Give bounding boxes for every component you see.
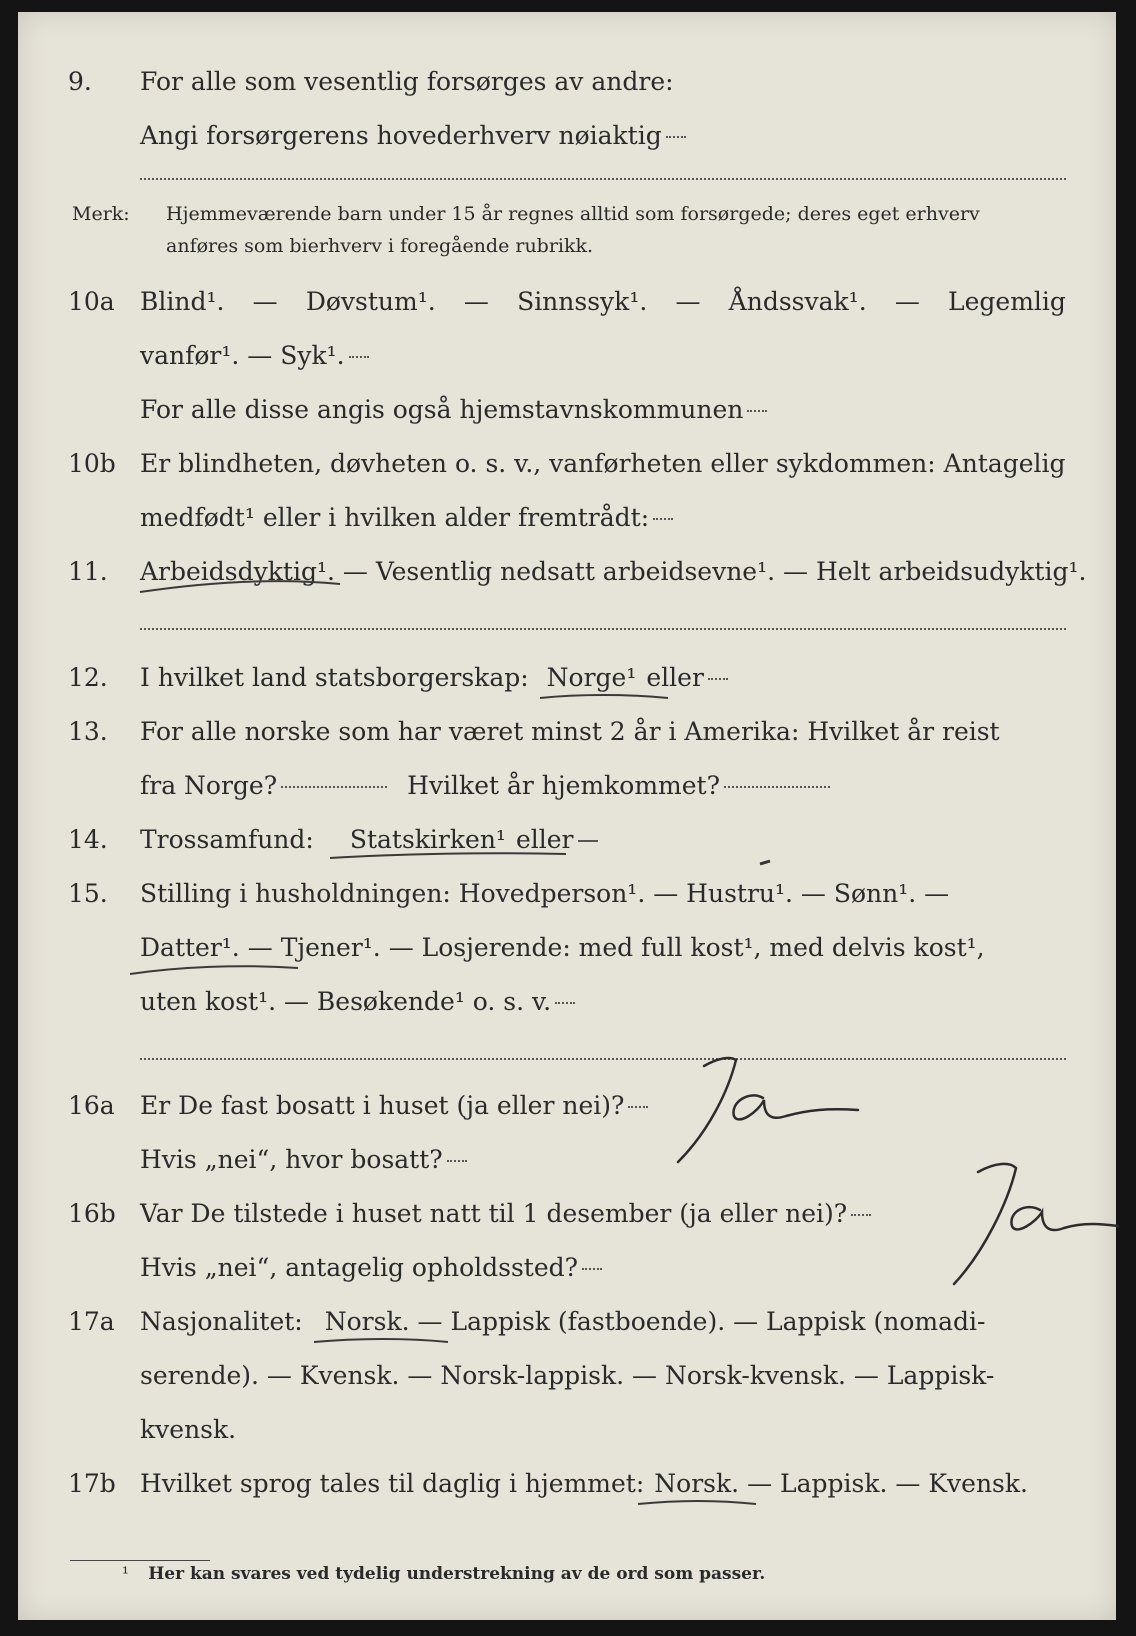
- q17b-opt-norsk[interactable]: Norsk.: [654, 1469, 740, 1498]
- handwritten-answer-16a: [678, 1058, 858, 1162]
- q10a-opt-andssvak: Åndssvak¹.: [728, 287, 867, 316]
- q9-line2: Angi forsørgerens hovederhverv nøiaktig: [140, 121, 662, 150]
- q12-eller: eller: [646, 663, 704, 692]
- q14-eller: eller: [515, 825, 574, 854]
- q15-line2: — Tjener¹. — Losjerende: med full kost¹, med delvis kost¹,: [247, 933, 985, 962]
- q16b-number: 16b: [68, 1199, 116, 1228]
- underline-statskirken: [330, 853, 566, 858]
- q10b-number: 10b: [68, 449, 116, 478]
- q14-question: Trossamfund:: [140, 825, 314, 854]
- q17a-line2: serende). — Kvensk. — Norsk-lappisk. — Norsk-kvensk. — Lappisk-: [140, 1361, 995, 1390]
- handwritten-answer-16b: [954, 1164, 1118, 1284]
- q16a-line2: Hvis „nei“, hvor bosatt?: [140, 1145, 443, 1174]
- underline-norge: [540, 695, 668, 698]
- q16a-line1: Er De fast bosatt i huset (ja eller nei)?: [140, 1091, 625, 1120]
- q10a-opt-sinnssyk: Sinnssyk¹.: [517, 287, 648, 316]
- q9-line1: For alle som vesentlig forsørges av andre:: [140, 67, 674, 96]
- dash: —: [675, 287, 701, 316]
- q10a-opt-blind: Blind¹.: [140, 287, 225, 316]
- q12-question: I hvilket land statsborgerskap:: [140, 663, 529, 692]
- q17a-line3: kvensk.: [140, 1415, 237, 1444]
- q13-line1: For alle norske som har været minst 2 år i Amerika: Hvilket år reist: [140, 717, 1000, 746]
- underline-norsk-nationality: [314, 1339, 448, 1342]
- q10b-line2: medfødt¹ eller i hvilken alder fremtrådt:: [140, 503, 650, 532]
- q10a-opt-legemlig: Legemlig: [948, 287, 1066, 316]
- q10a-line3: For alle disse angis også hjemstavnskommunen: [140, 395, 744, 424]
- q15-opt-datter[interactable]: Datter¹.: [140, 933, 240, 962]
- q17b-question: Hvilket sprog tales til daglig i hjemmet:: [140, 1469, 645, 1498]
- q15-line3: uten kost¹. — Besøkende¹ o. s. v.: [140, 987, 552, 1016]
- q13-hjemkommet-label: Hvilket år hjemkommet?: [407, 771, 721, 800]
- dash: —: [463, 287, 489, 316]
- q11-opt-arbeidsdyktig[interactable]: Arbeidsdyktig¹.: [140, 557, 335, 586]
- census-form-page: [18, 12, 1116, 1620]
- ink-mark: [760, 861, 770, 864]
- q10a-opt-dovstum: Døvstum¹.: [305, 287, 436, 316]
- q16a-number: 16a: [68, 1091, 115, 1120]
- footnote-mark: ¹: [122, 1564, 129, 1584]
- q16b-line2: Hvis „nei“, antagelig opholdssted?: [140, 1253, 579, 1282]
- q13-reist-label: fra Norge?: [140, 771, 278, 800]
- q14-opt-statskirken[interactable]: Statskirken¹: [349, 825, 506, 854]
- q15-line1: Stilling i husholdningen: Hovedperson¹. — Hustru¹. — Sønn¹. —: [140, 879, 950, 908]
- merk-label: Merk:: [72, 203, 130, 225]
- dash: —: [894, 287, 920, 316]
- q17a-line1-rest: — Lappisk (fastboende). — Lappisk (nomadi-: [417, 1307, 986, 1336]
- footnote-text: Her kan svares ved tydelig understrekning av de ord som passer.: [148, 1564, 766, 1584]
- q16b-line1: Var De tilstede i huset natt til 1 desember (ja eller nei)?: [140, 1199, 848, 1228]
- q14-number: 14.: [68, 825, 108, 854]
- merk-line1: Hjemmeværende barn under 15 år regnes alltid som forsørgede; deres eget erhverv: [166, 203, 980, 225]
- underline-datter: [130, 966, 298, 974]
- q11-other-options[interactable]: — Vesentlig nedsatt arbeidsevne¹. — Helt arbeidsudyktig¹.: [342, 557, 1087, 586]
- q12-number: 12.: [68, 663, 108, 692]
- q10a-number: 10a: [68, 287, 115, 316]
- q11-number: 11.: [68, 557, 108, 586]
- underline-arbeidsdyktig: [140, 581, 340, 592]
- q10a-line2: vanfør¹. — Syk¹.: [140, 341, 345, 370]
- q13-number: 13.: [68, 717, 108, 746]
- q10b-line1: Er blindheten, døvheten o. s. v., vanførheten eller sykdommen: Antagelig: [140, 449, 1066, 478]
- q15-number: 15.: [68, 879, 108, 908]
- q17b-other-options[interactable]: — Lappisk. — Kvensk.: [747, 1469, 1028, 1498]
- q12-opt-norge[interactable]: Norge¹: [546, 663, 637, 692]
- handwriting-overlay: [18, 12, 1116, 1620]
- q17a-opt-norsk[interactable]: Norsk.: [324, 1307, 410, 1336]
- q9-number: 9.: [68, 67, 92, 96]
- dash: —: [252, 287, 278, 316]
- merk-line2: anføres som bierhverv i foregående rubrikk.: [166, 235, 594, 257]
- q17a-number: 17a: [68, 1307, 115, 1336]
- underline-norsk-language: [638, 1501, 756, 1504]
- q17a-label: Nasjonalitet:: [140, 1307, 303, 1336]
- q17b-number: 17b: [68, 1469, 116, 1498]
